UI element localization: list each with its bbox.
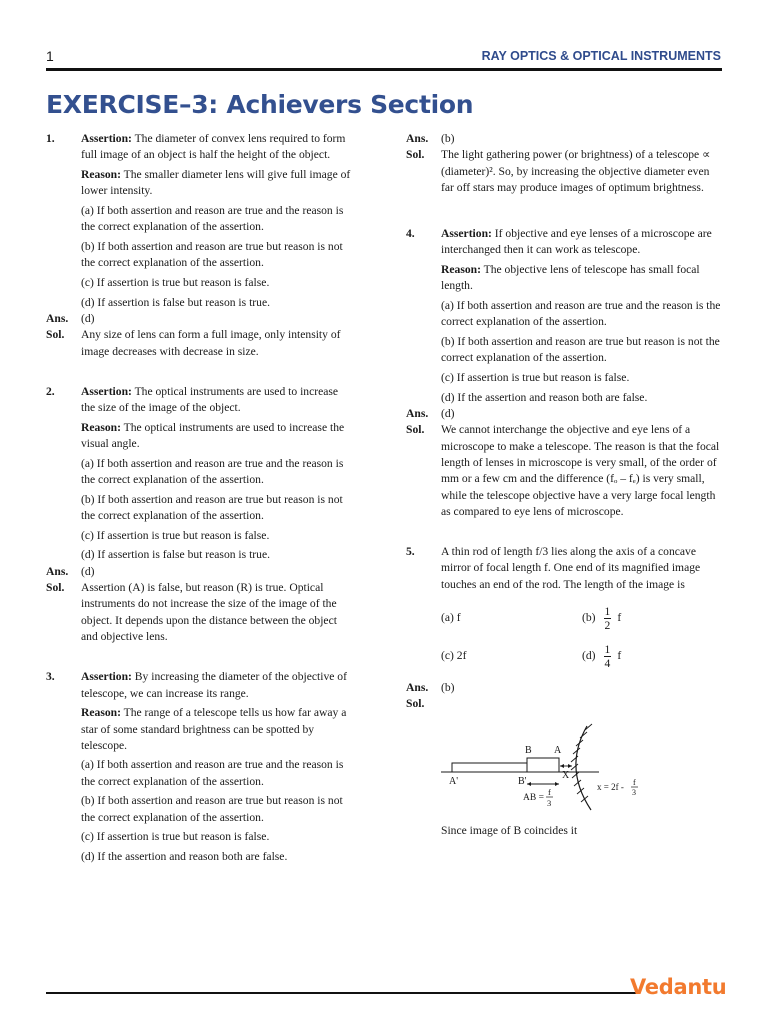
assertion-text: By increasing the diameter of the objective of telescope, we can increase its range.: [81, 670, 347, 700]
option-d: (d) If the assertion and reason both are false.: [441, 390, 648, 404]
option-c: (c) If assertion is true but reason is false.: [81, 275, 270, 289]
fraction-numerator: 1: [604, 642, 611, 656]
reason: [81, 420, 354, 453]
reason-label: Reason:: [81, 167, 121, 181]
question-number: 3.: [46, 670, 55, 684]
fraction-quarter: [604, 643, 612, 670]
label-ab: AB =: [523, 792, 544, 803]
question-number: 1.: [46, 132, 55, 145]
label-b-prime: B': [518, 775, 527, 787]
option-d: (d) If assertion is false but reason is true.: [81, 548, 270, 562]
label-ab-num: f: [548, 786, 551, 797]
reason-label: Reason:: [81, 706, 121, 720]
option-c: (c) If assertion is true but reason is false.: [441, 371, 630, 385]
solution-4: [406, 422, 724, 520]
question-number: 2.: [46, 384, 55, 398]
option-d: (d) If the assertion and reason both are false.: [81, 850, 288, 864]
concave-mirror-figure: [441, 722, 641, 812]
option-c: (c) If assertion is true but reason is false.: [81, 830, 270, 844]
options-grid: [441, 603, 724, 671]
label-xeq-num: f: [633, 777, 636, 787]
label-x-equation: x = 2f -: [597, 781, 624, 792]
question-4: [406, 226, 724, 406]
question-number: 4.: [406, 227, 415, 241]
label-b: B: [525, 744, 532, 756]
ans-label: Ans.: [406, 132, 429, 145]
option-d-suffix: f: [617, 648, 622, 662]
assertion-text: The optical instruments are used to increase the size of the image of the object.: [81, 384, 339, 415]
question-text: A thin rod of length f/3 lies along the axis of a concave mirror of focal length f. One end of its magnified image touches an end of the rod. The length of the image is: [441, 545, 701, 591]
assertion: [441, 226, 724, 259]
label-a-prime: A': [449, 775, 459, 787]
option-c: (c) If assertion is true but reason is false.: [81, 528, 270, 542]
answer-2: [46, 564, 354, 580]
left-column: [46, 131, 354, 865]
reason-text: The range of a telescope tells us how far away a star of some standard brightness can be spotted by telescope.: [81, 706, 347, 752]
solution-text: The light gathering power (or brightness) of a telescope ∝ (diameter)². So, by increasing the objective diameter even far off stars may produce images of optimum brightness.: [441, 148, 711, 194]
fraction-half: [604, 605, 612, 632]
assertion-label: Assertion:: [81, 670, 132, 684]
answer-5: [406, 680, 724, 696]
assertion-label: Assertion:: [81, 132, 132, 145]
ans-label: Ans.: [46, 311, 69, 325]
answer-value: (d): [81, 311, 95, 325]
footer-rule: [46, 992, 636, 994]
assertion: [81, 384, 354, 417]
option-b: (b) If both assertion and reason are true but reason is not the correct explanation of the assertion.: [81, 239, 343, 270]
ans-label: Ans.: [406, 407, 429, 421]
label-xeq-den: 3: [632, 787, 636, 797]
page-number: 1: [46, 48, 54, 64]
reason-text: The smaller diameter lens will give full image of lower intensity.: [81, 167, 351, 198]
answer-1: [46, 311, 354, 327]
assertion: [81, 131, 354, 164]
option-a: (a) f: [441, 610, 461, 624]
option-a: (a) If both assertion and reason are true and the reason is the correct explanation of the assertion.: [81, 456, 344, 487]
reason: [81, 167, 354, 200]
option-a: (a) If both assertion and reason are true and the reason is the correct explanation of the assertion.: [81, 203, 344, 234]
solution-5: [406, 696, 724, 839]
reason: [81, 705, 354, 754]
sol-label: Sol.: [406, 423, 425, 437]
assertion: [81, 669, 354, 702]
option-a: (a) If both assertion and reason are true and the reason is the correct explanation of the assertion.: [441, 299, 721, 329]
solution-1: [46, 327, 354, 360]
solution-text: We cannot interchange the objective and eye lens of a microscope to make a telescope. The reason is that the focal length of lenses in microscope is very small, of the order of mm or a few cm and the difference (fₒ – fₑ) is very small, while the telescope objective have a very large focal length as compared to eye lens of microscope.: [441, 423, 720, 518]
reason-text: The optical instruments are used to increase the visual angle.: [81, 420, 345, 451]
label-ab-den: 3: [547, 797, 552, 808]
answer-value: (d): [81, 564, 95, 578]
question-1: [46, 131, 354, 311]
sol-label: Sol.: [406, 697, 425, 711]
label-a: A: [554, 744, 562, 756]
answer-value: (b): [441, 132, 455, 145]
reason: [441, 262, 724, 295]
solution-text: Assertion (A) is false, but reason (R) is true. Optical instruments do not increase the size of the image of the object. It depends upon the distance between the object and objective lens.: [81, 581, 337, 643]
question-number: 5.: [406, 545, 415, 559]
option-b-suffix: f: [617, 610, 622, 624]
reason-text: The objective lens of telescope has small focal length.: [441, 263, 700, 293]
option-b: [582, 603, 724, 633]
sol-label: Sol.: [46, 328, 65, 342]
option-a: (a) If both assertion and reason are true and the reason is the correct explanation of the assertion.: [81, 758, 344, 788]
solution-text: Since image of B coincides it: [441, 824, 578, 838]
solution-text: Any size of lens can form a full image, only intensity of image decreases with decrease in size.: [81, 328, 341, 358]
answer-value: (d): [441, 407, 455, 421]
option-c: (c) 2f: [441, 648, 467, 662]
option-d: [582, 641, 724, 671]
question-3: [46, 669, 354, 865]
option-b: (b) If both assertion and reason are true but reason is not the correct explanation of the assertion.: [81, 794, 343, 824]
solution-3: [406, 147, 724, 196]
fraction-denominator: 4: [604, 656, 611, 670]
reason-label: Reason:: [441, 263, 481, 277]
assertion-text: The diameter of convex lens required to form full image of an object is half the height of the object.: [81, 132, 346, 162]
right-column: [406, 131, 724, 839]
answer-value: (b): [441, 681, 455, 695]
vedantu-logo: Vedantu: [630, 975, 727, 999]
fraction-numerator: 1: [604, 604, 611, 618]
answer-4: [406, 406, 724, 422]
option-b: (b) If both assertion and reason are true but reason is not the correct explanation of the assertion.: [81, 492, 343, 523]
option-d: (d) If assertion is false but reason is true.: [81, 295, 270, 309]
question-2: [46, 384, 354, 564]
option-d-prefix: (d): [582, 648, 596, 662]
label-x: X: [562, 769, 570, 781]
answer-3: [406, 131, 724, 147]
sol-label: Sol.: [406, 148, 425, 162]
exercise-title: EXERCISE–3: Achievers Section: [46, 90, 474, 119]
solution-2: [46, 580, 354, 645]
option-b: (b) If both assertion and reason are true but reason is not the correct explanation of the assertion.: [441, 335, 720, 365]
ans-label: Ans.: [406, 681, 429, 695]
sol-label: Sol.: [46, 581, 65, 595]
assertion-text: If objective and eye lenses of a microscope are interchanged then it can work as telescope.: [441, 227, 712, 257]
running-header-title: RAY OPTICS & OPTICAL INSTRUMENTS: [481, 49, 721, 63]
question-5: [406, 544, 724, 671]
reason-label: Reason:: [81, 420, 121, 434]
assertion-label: Assertion:: [441, 227, 492, 241]
header-rule: [46, 68, 722, 71]
assertion-label: Assertion:: [81, 384, 132, 398]
ans-label: Ans.: [46, 564, 69, 578]
fraction-denominator: 2: [604, 618, 611, 632]
option-b-prefix: (b): [582, 610, 596, 624]
